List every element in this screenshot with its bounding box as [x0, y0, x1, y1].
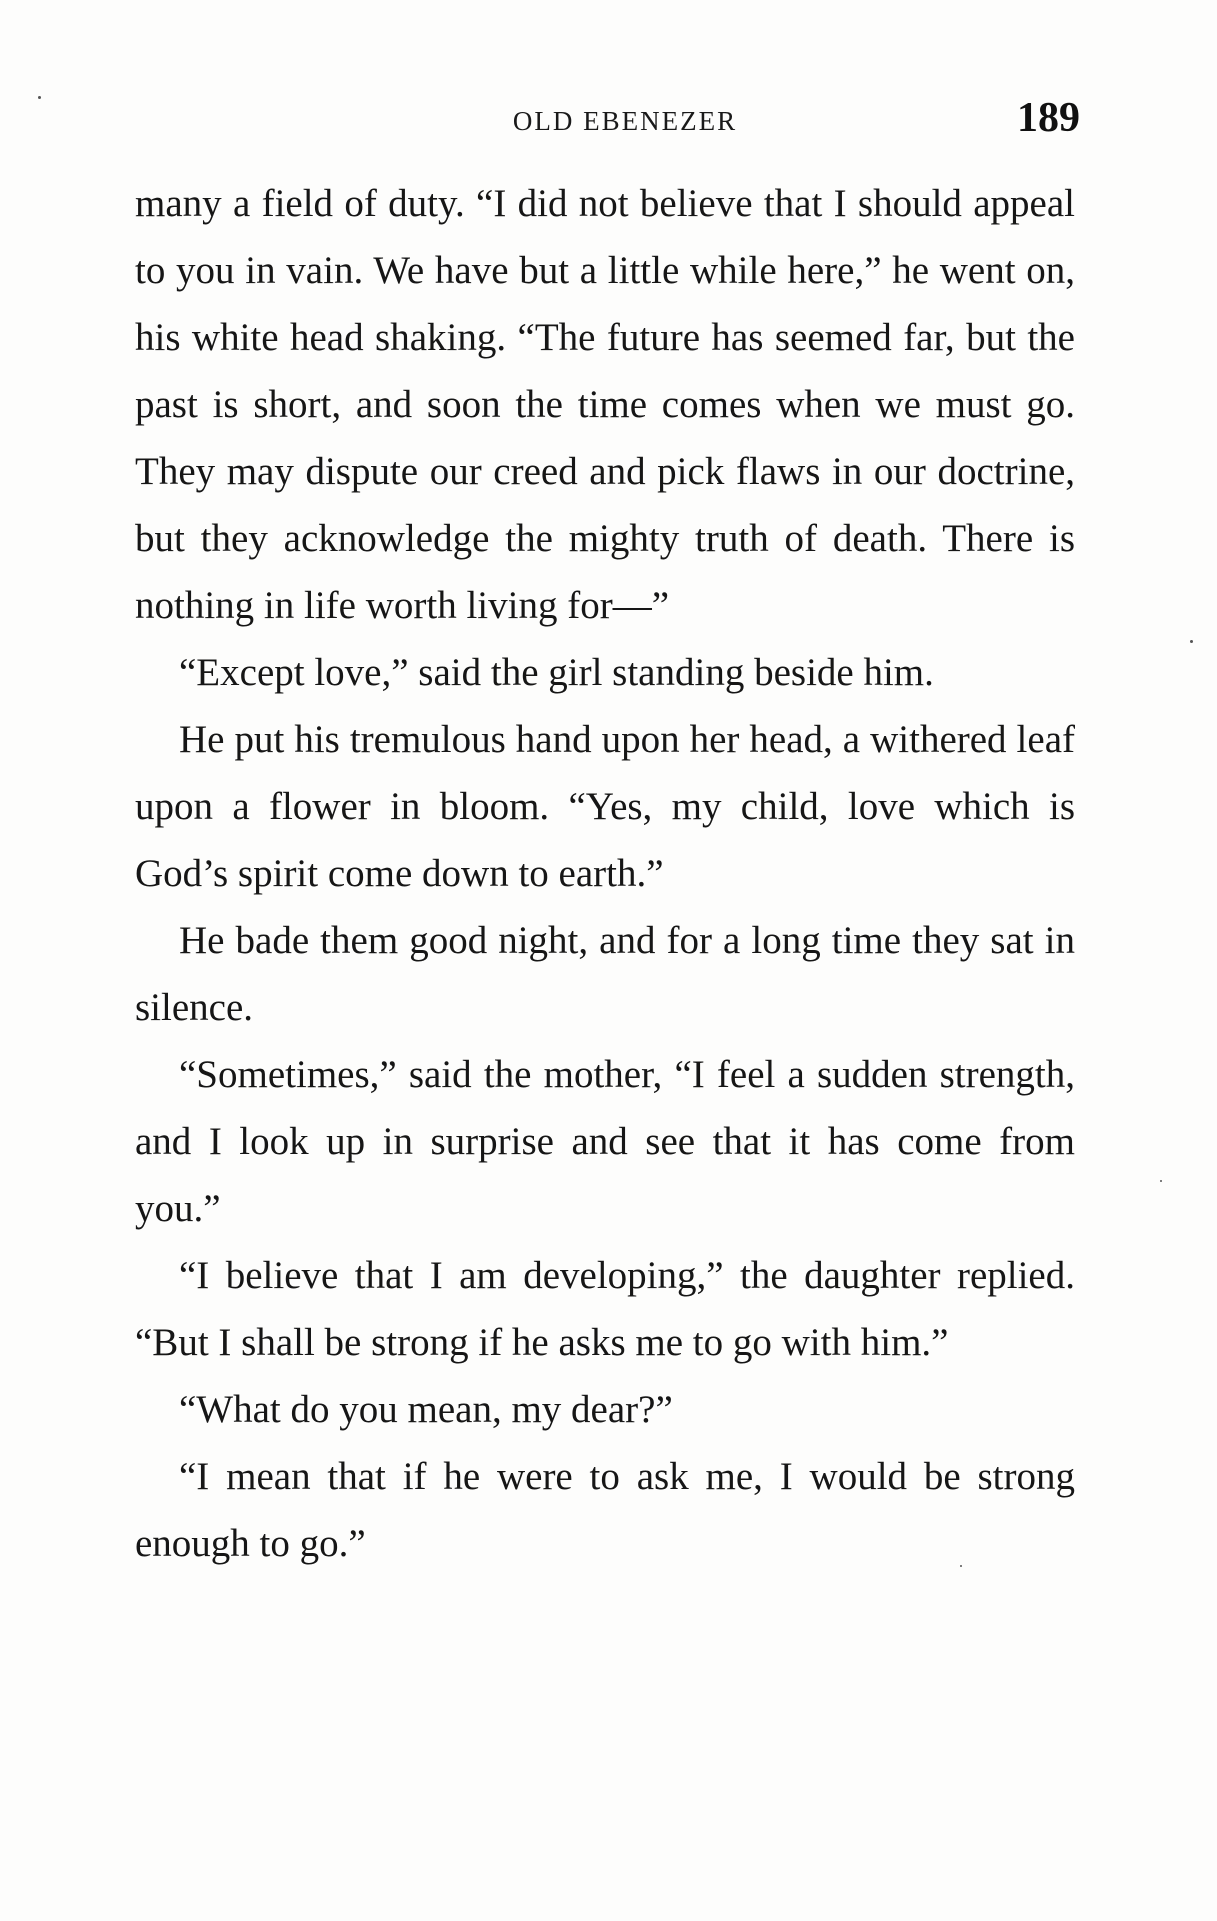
paragraph: “I mean that if he were to ask me, I would be strong enough to go.” [135, 1455, 1075, 1565]
running-head: OLD EBENEZER [512, 106, 738, 136]
paragraph: He put his tremulous hand upon her head, a withered leaf upon a flower in bloom. “Yes, my child, love which is God’s spirit come down to earth.” [135, 718, 1075, 895]
paragraph: “Except love,” said the girl standing beside him. [179, 651, 934, 694]
paragraph: many a field of duty. “I did not believe that I should appeal to you in vain. We have but a little while here,” he went on, his white head shaking. “The future has seemed far, but the past is short, and soon the time comes when we must go. They may dispute our creed and pick flaws in our doctrine, but they acknowledge the mighty truth of death. There is nothing in life worth living for—” [135, 182, 1075, 627]
paragraph: “Sometimes,” said the mother, “I feel a sudden strength, and I look up in surprise and see that it has come from you.” [135, 1053, 1075, 1230]
paragraph: “What do you mean, my dear?” [179, 1388, 673, 1431]
paragraph: He bade them good night, and for a long time they sat in silence. [135, 919, 1075, 1029]
paragraph: “I believe that I am developing,” the daughter replied. “But I shall be strong if he asks me to go with him.” [135, 1254, 1075, 1364]
page-header [135, 92, 1080, 148]
body-text [135, 170, 1075, 1577]
paper-speck [38, 96, 41, 99]
paper-speck [1190, 640, 1193, 643]
paper-speck [1160, 1180, 1162, 1182]
page-number: 189 [1017, 95, 1080, 141]
